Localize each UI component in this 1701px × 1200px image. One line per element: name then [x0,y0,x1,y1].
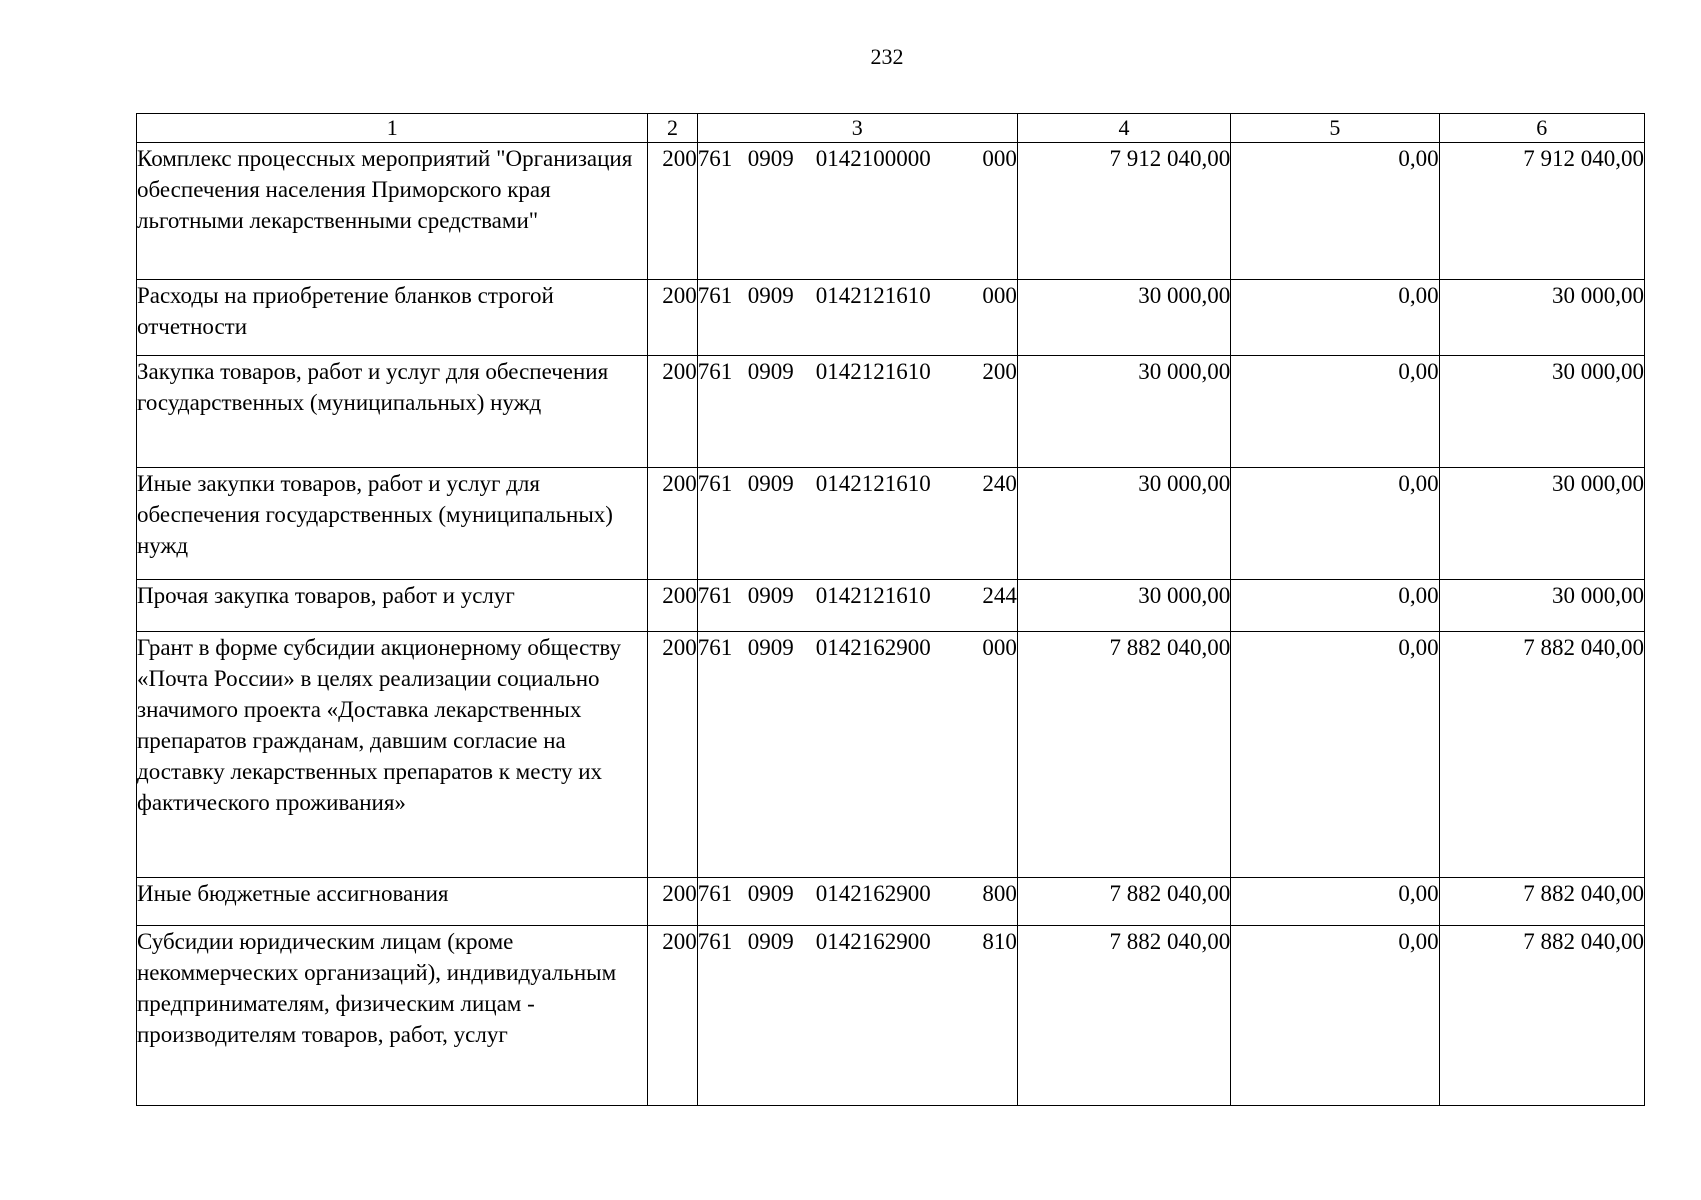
row-name: Иные бюджетные ассигнования [137,878,648,926]
page-number: 232 [870,44,904,69]
row-classification [697,926,1017,1106]
row-value-4: 7 882 040,00 [1017,878,1230,926]
expense-type-code: 000 [982,146,1017,171]
row-name: Комплекс процессных мероприятий "Организация обеспечения населения Приморского края льготными лекарственными средствами" [137,143,648,280]
row-value-4: 30 000,00 [1017,580,1230,632]
grbs-code: 761 [697,146,733,171]
row-name: Грант в форме субсидии акционерному обществу «Почта России» в целях реализации социально значимого проекта «Доставка лекарственных препаратов гражданам, давшим согласие на доставку лекарственных препаратов к месту их фактического проживания» [137,632,648,878]
header-row [137,114,1645,143]
row-value-6: 30 000,00 [1439,280,1644,356]
section-code: 0909 [747,359,794,384]
expense-type-code: 000 [982,283,1017,308]
table-row [137,632,1645,878]
table-row [137,926,1645,1106]
expense-type-code: 800 [982,881,1017,906]
row-code: 200 [648,468,697,580]
row-name: Субсидии юридическим лицам (кроме некоммерческих организаций), индивидуальным предпринимателям, физическим лицам - производителям товаров, работ, услуг [137,926,648,1106]
target-article-code: 0142121610 [815,283,931,308]
row-code: 200 [648,143,697,280]
grbs-code: 761 [697,583,733,608]
section-code: 0909 [747,583,794,608]
expense-type-code: 240 [982,471,1017,496]
target-article-code: 0142162900 [815,635,931,660]
target-article-code: 0142162900 [815,929,931,954]
target-article-code: 0142121610 [815,583,931,608]
section-code: 0909 [747,471,794,496]
row-classification [697,280,1017,356]
row-value-4: 30 000,00 [1017,280,1230,356]
table-row [137,280,1645,356]
row-value-5: 0,00 [1231,580,1439,632]
row-code: 200 [648,926,697,1106]
row-value-6: 30 000,00 [1439,468,1644,580]
table-row [137,356,1645,468]
row-classification [697,356,1017,468]
header-col-2: 2 [648,114,697,143]
header-col-6: 6 [1439,114,1644,143]
section-code: 0909 [747,283,794,308]
row-value-6: 7 912 040,00 [1439,143,1644,280]
row-value-4: 7 882 040,00 [1017,632,1230,878]
row-code: 200 [648,280,697,356]
header-col-1: 1 [137,114,648,143]
row-value-4: 7 912 040,00 [1017,143,1230,280]
row-classification [697,143,1017,280]
row-value-5: 0,00 [1231,926,1439,1106]
header-col-4: 4 [1017,114,1230,143]
row-classification [697,580,1017,632]
grbs-code: 761 [697,929,733,954]
row-value-5: 0,00 [1231,468,1439,580]
row-value-5: 0,00 [1231,878,1439,926]
expense-type-code: 810 [982,929,1017,954]
expense-type-code: 000 [982,635,1017,660]
row-code: 200 [648,356,697,468]
grbs-code: 761 [697,881,733,906]
table-row [137,468,1645,580]
expense-type-code: 200 [982,359,1017,384]
section-code: 0909 [747,146,794,171]
row-value-4: 7 882 040,00 [1017,926,1230,1106]
target-article-code: 0142121610 [815,359,931,384]
row-classification [697,878,1017,926]
target-article-code: 0142100000 [815,146,931,171]
header-col-3: 3 [697,114,1017,143]
grbs-code: 761 [697,359,733,384]
row-value-4: 30 000,00 [1017,468,1230,580]
row-value-6: 30 000,00 [1439,356,1644,468]
table-row [137,143,1645,280]
grbs-code: 761 [697,471,733,496]
target-article-code: 0142121610 [815,471,931,496]
row-code: 200 [648,632,697,878]
row-classification [697,468,1017,580]
section-code: 0909 [747,881,794,906]
row-value-5: 0,00 [1231,632,1439,878]
section-code: 0909 [747,929,794,954]
budget-table [136,113,1645,1106]
target-article-code: 0142162900 [815,881,931,906]
grbs-code: 761 [697,635,733,660]
row-value-5: 0,00 [1231,143,1439,280]
row-classification [697,632,1017,878]
table-row [137,580,1645,632]
row-name: Прочая закупка товаров, работ и услуг [137,580,648,632]
row-value-5: 0,00 [1231,280,1439,356]
header-col-5: 5 [1231,114,1439,143]
row-name: Расходы на приобретение бланков строгой отчетности [137,280,648,356]
row-value-6: 7 882 040,00 [1439,878,1644,926]
table-row [137,878,1645,926]
row-value-4: 30 000,00 [1017,356,1230,468]
row-code: 200 [648,878,697,926]
expense-type-code: 244 [982,583,1017,608]
grbs-code: 761 [697,283,733,308]
section-code: 0909 [747,635,794,660]
row-code: 200 [648,580,697,632]
row-name: Закупка товаров, работ и услуг для обеспечения государственных (муниципальных) нужд [137,356,648,468]
row-value-6: 7 882 040,00 [1439,632,1644,878]
row-value-5: 0,00 [1231,356,1439,468]
row-name: Иные закупки товаров, работ и услуг для обеспечения государственных (муниципальных) нужд [137,468,648,580]
row-value-6: 30 000,00 [1439,580,1644,632]
row-value-6: 7 882 040,00 [1439,926,1644,1106]
